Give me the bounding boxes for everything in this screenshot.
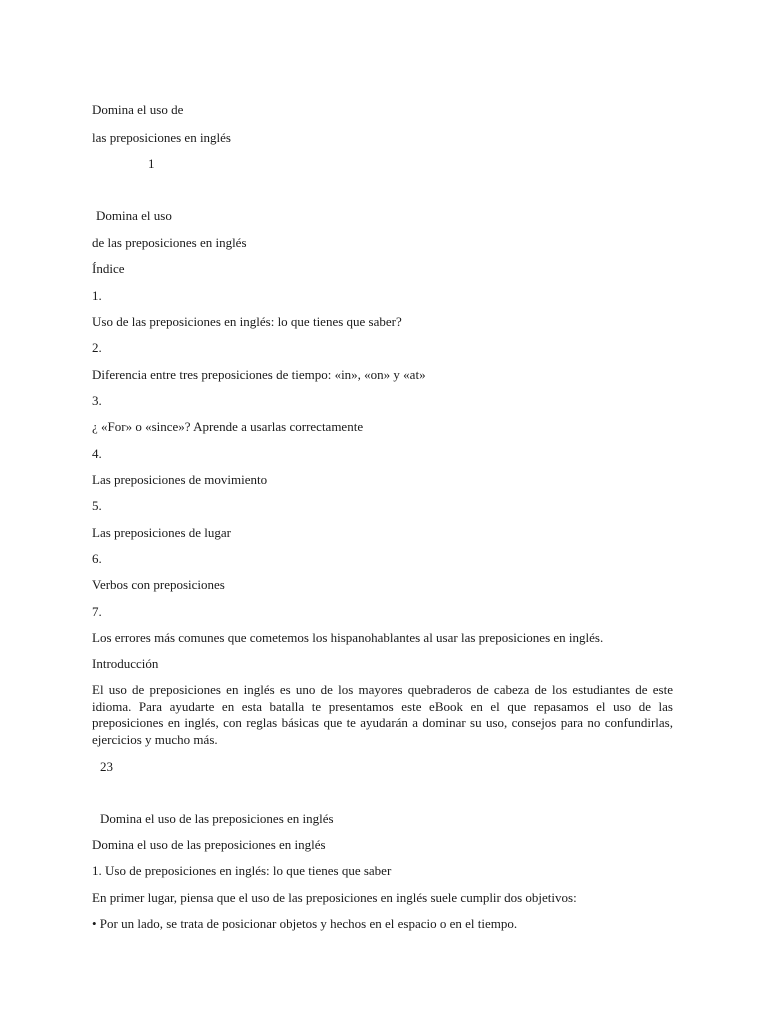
index-item-number: 6. bbox=[92, 551, 102, 566]
index-item-title: Uso de las preposiciones en inglés: lo que tienes que saber? bbox=[92, 314, 402, 329]
index-heading: Índice bbox=[92, 261, 125, 276]
index-item-number: 4. bbox=[92, 446, 102, 461]
page-three-subheader: Domina el uso de las preposiciones en inglés bbox=[92, 837, 326, 852]
page-two-header-line2: de las preposiciones en inglés bbox=[92, 235, 247, 250]
index-item-title: Diferencia entre tres preposiciones de tiempo: «in», «on» y «at» bbox=[92, 367, 426, 382]
index-item-title: Las preposiciones de lugar bbox=[92, 525, 231, 540]
intro-heading: Introducción bbox=[92, 656, 159, 671]
index-item-number: 1. bbox=[92, 288, 102, 303]
index-item-title: ¿ «For» o «since»? Aprende a usarlas correctamente bbox=[92, 419, 364, 434]
cover-title-line2: las preposiciones en inglés bbox=[92, 130, 231, 145]
page-three-header: Domina el uso de las preposiciones en inglés bbox=[100, 811, 334, 826]
section-heading: 1. Uso de preposiciones en inglés: lo que tienes que saber bbox=[92, 863, 392, 878]
page-two-header-line1: Domina el uso bbox=[96, 208, 172, 223]
cover-page-number: 1 bbox=[148, 156, 155, 171]
index-item-number: 3. bbox=[92, 393, 102, 408]
index-item-number: 2. bbox=[92, 340, 102, 355]
section-paragraph: En primer lugar, piensa que el uso de las preposiciones en inglés suele cumplir dos objetivos: bbox=[92, 890, 577, 905]
index-item-title: Las preposiciones de movimiento bbox=[92, 472, 268, 487]
cover-title-line1: Domina el uso de bbox=[92, 102, 184, 117]
index-item-title: Verbos con preposiciones bbox=[92, 577, 225, 592]
intro-paragraph: El uso de preposiciones en inglés es uno de los mayores quebraderos de cabeza de los estudiantes de este idioma. Para ayudarte en esta batalla te presentamos este eBook en el que repasamos el uso de las preposiciones en inglés, con reglas básicas que te ayudarán a dominar su uso, consejos para no confundirlas, ejercicios y mucho más. bbox=[92, 682, 673, 747]
index-item-number: 5. bbox=[92, 498, 102, 513]
index-item-number: 7. bbox=[92, 604, 102, 619]
index-item-title: Los errores más comunes que cometemos los hispanohablantes al usar las preposiciones en inglés. bbox=[92, 630, 604, 645]
bullet-item: • Por un lado, se trata de posicionar objetos y hechos en el espacio o en el tiempo. bbox=[92, 916, 518, 931]
page-two-page-number: 23 bbox=[100, 759, 113, 774]
